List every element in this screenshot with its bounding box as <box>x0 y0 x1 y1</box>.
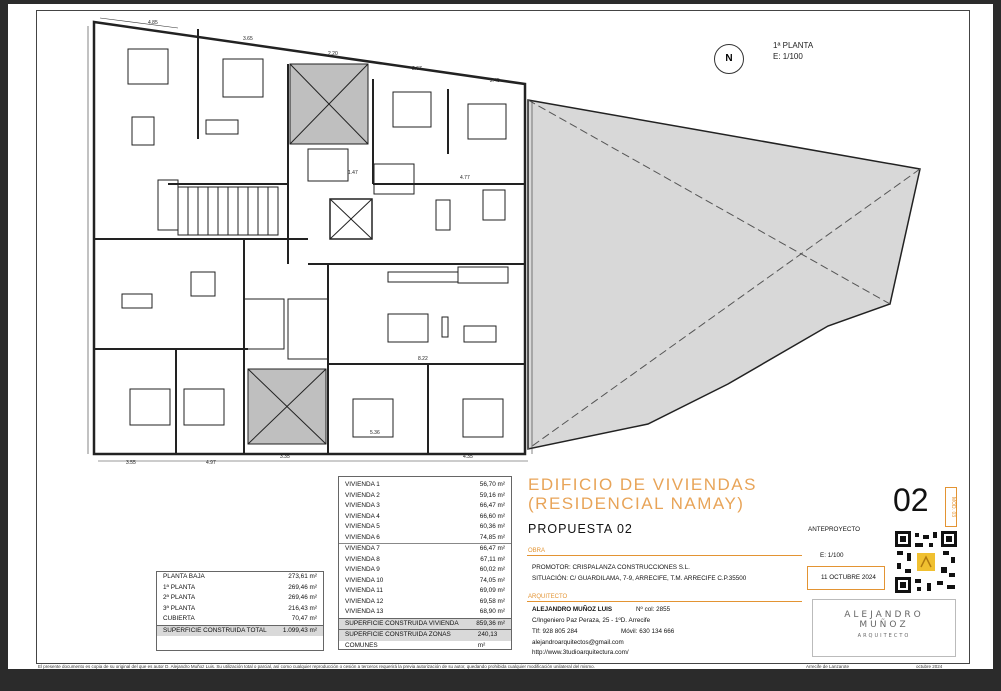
dwelling-value: 69,09 m² <box>479 587 505 594</box>
floor-area-label: 3ª PLANTA <box>163 604 196 612</box>
dwellings-table <box>338 476 512 650</box>
svg-text:2.67: 2.67 <box>412 66 422 72</box>
dwelling-label: VIVIENDA 13 <box>345 608 384 615</box>
dwelling-label: VIVIENDA 9 <box>345 566 380 573</box>
dwelling-value: 60,02 m² <box>479 566 505 573</box>
dwelling-value: 60,36 m² <box>479 523 505 530</box>
dwelling-label: VIVIENDA 3 <box>345 502 380 509</box>
dwelling-label: VIVIENDA 11 <box>345 587 383 594</box>
architect-colegiado: Nº col: 2855 <box>636 606 671 613</box>
svg-text:4.97: 4.97 <box>206 460 216 466</box>
svg-text:1.47: 1.47 <box>348 170 358 176</box>
dwelling-row <box>339 512 511 523</box>
floor-area-value: 273,61 m² <box>288 573 317 580</box>
dwellings-total-value: 859,36 m² <box>476 619 505 627</box>
floor-area-value: 269,46 m² <box>288 583 317 591</box>
dwelling-row <box>339 597 511 608</box>
dwelling-row <box>339 543 511 555</box>
floor-area-label: CUBIERTA <box>163 615 195 622</box>
dwelling-label: VIVIENDA 5 <box>345 523 380 530</box>
dwelling-value: 66,60 m² <box>479 512 505 520</box>
drawing-sheet <box>8 4 993 669</box>
qr-code-icon[interactable] <box>893 529 959 595</box>
svg-text:3.35: 3.35 <box>280 454 290 460</box>
dwelling-row <box>339 555 511 566</box>
dwelling-label: VIVIENDA 6 <box>345 533 380 541</box>
footer-disclaimer: El presente documento es copia de su original del que es autor D. Alejandro Muñoz Luis. Su utilización total o parcial, así como cualquier reproducción o cesión a terceros requerirá la previa autorización de su autor, quedando prohibida cualquier modificación unilateral del mismo. <box>38 664 595 669</box>
dwelling-value: 74,85 m² <box>479 533 505 541</box>
dwellings-total-row <box>339 618 511 630</box>
floor-area-value: 70,47 m² <box>291 615 317 622</box>
proposal-label: PROPUESTA 02 <box>528 522 633 536</box>
dwelling-row <box>339 576 511 587</box>
svg-text:5.36: 5.36 <box>370 430 380 436</box>
footer-date: octubre 2024 <box>916 664 943 669</box>
svg-text:4.77: 4.77 <box>460 175 470 181</box>
dwelling-label: VIVIENDA 4 <box>345 512 380 520</box>
dwelling-row <box>339 565 511 576</box>
common-total-value: 240,13 m² <box>477 631 498 649</box>
floor-plan <box>8 4 993 474</box>
architect-address: C/Ingeniero Paz Peraza, 25 - 1ºD. Arrecife <box>532 617 651 624</box>
dwelling-row <box>339 491 511 502</box>
architect-phone: Tlf: 928 805 284 <box>532 628 578 635</box>
common-total-row <box>339 629 511 649</box>
architect-name: ALEJANDRO MUÑOZ LUIS <box>532 606 613 613</box>
floor-area-row <box>157 583 323 594</box>
dwelling-value: 67,11 m² <box>480 555 505 563</box>
north-arrow-icon: N <box>714 44 744 74</box>
svg-text:2.20: 2.20 <box>328 51 338 57</box>
footer <box>36 663 968 672</box>
svg-text:3.65: 3.65 <box>243 36 253 42</box>
phase-label: ANTEPROYECTO <box>808 526 861 533</box>
obra-divider <box>527 555 802 592</box>
dwelling-value: 68,90 m² <box>479 608 505 615</box>
floor-areas-table <box>156 571 324 651</box>
floor-area-label: 2ª PLANTA <box>163 594 196 601</box>
floor-area-row <box>157 614 323 625</box>
dwelling-row <box>339 480 511 491</box>
footer-place: Arrecife de Lanzarote <box>806 664 850 669</box>
dwelling-label: VIVIENDA 2 <box>345 491 380 499</box>
floor-area-row <box>157 593 323 604</box>
dwelling-value: 69,58 m² <box>479 597 505 605</box>
plan-scale: E: 1/100 <box>773 52 803 61</box>
promotor-text: PROMOTOR: CRISPALANZA CONSTRUCCIONES S.L. <box>532 564 690 571</box>
dwelling-label: VIVIENDA 10 <box>345 576 384 584</box>
dwelling-label: VIVIENDA 12 <box>345 597 384 605</box>
issue-date: 11 OCTUBRE 2024 <box>821 574 876 581</box>
dwelling-row <box>339 607 511 618</box>
floor-area-value: 216,43 m² <box>288 604 317 612</box>
situacion-text: SITUACIÓN: C/ GUARDILAMA, 7-9, ARRECIFE, T.M. ARRECIFE C.P.35500 <box>532 575 747 582</box>
svg-text:4.85: 4.85 <box>148 20 158 26</box>
dwelling-label: VIVIENDA 7 <box>345 545 380 552</box>
project-title-line2: (RESIDENCIAL NAMAY) <box>528 494 745 513</box>
svg-text:3.55: 3.55 <box>126 460 136 466</box>
dwelling-value: 66,47 m² <box>479 502 505 509</box>
project-title <box>528 475 757 513</box>
svg-text:4.35: 4.35 <box>463 454 473 460</box>
dwelling-label: VIVIENDA 8 <box>345 555 380 563</box>
architect-divider <box>527 601 802 603</box>
floor-area-row <box>157 604 323 615</box>
dwelling-value: 59,16 m² <box>479 491 505 499</box>
architect-section-label: ARQUITECTO <box>528 594 568 600</box>
project-title-line1: EDIFICIO DE VIVIENDAS <box>528 475 757 494</box>
logo-line1: ALEJANDRO <box>844 610 924 620</box>
floor-total-value: 1.099,43 m² <box>282 626 317 634</box>
dwelling-label: VIVIENDA 1 <box>345 481 380 488</box>
model-side-label: MOD. 03 <box>945 487 957 527</box>
title-scale: E: 1/100 <box>820 552 844 559</box>
logo-line3: ARQUITECTO <box>857 633 911 639</box>
dwelling-row <box>339 501 511 512</box>
floor-area-value: 269,46 m² <box>288 594 317 601</box>
svg-text:2.45: 2.45 <box>490 78 500 84</box>
terrace-area <box>528 100 920 449</box>
dwelling-value: 56,70 m² <box>479 481 505 488</box>
plan-title: 1ª PLANTA <box>773 41 814 50</box>
svg-text:8.22: 8.22 <box>418 356 428 362</box>
architect-logo <box>812 599 956 657</box>
architect-website[interactable]: http://www.3tudioarquitectura.com/ <box>532 649 629 656</box>
dwelling-value: 74,05 m² <box>479 576 505 584</box>
floor-total-row <box>157 625 323 637</box>
floor-total-label: SUPERFICIE CONSTRUIDA TOTAL <box>163 626 267 634</box>
floor-area-label: PLANTA BAJA <box>163 573 205 580</box>
architect-mobile: Móvil: 630 134 666 <box>621 628 675 635</box>
logo-line2: MUÑOZ <box>859 620 909 630</box>
floor-area-label: 1ª PLANTA <box>163 583 196 591</box>
dwellings-total-label: SUPERFICIE CONSTRUIDA VIVIENDA <box>345 619 459 627</box>
sheet-number: 02 <box>893 482 929 518</box>
dwelling-row <box>339 522 511 533</box>
dwelling-row <box>339 586 511 597</box>
dwelling-value: 66,47 m² <box>479 545 505 552</box>
architect-email[interactable]: alejandroarquitectos@gmail.com <box>532 639 624 646</box>
obra-section-label: OBRA <box>528 548 546 554</box>
common-total-label: SUPERFICIE CONSTRUIDA ZONAS COMUNES <box>345 631 451 649</box>
dwelling-row <box>339 533 511 544</box>
floor-area-row <box>157 572 323 583</box>
